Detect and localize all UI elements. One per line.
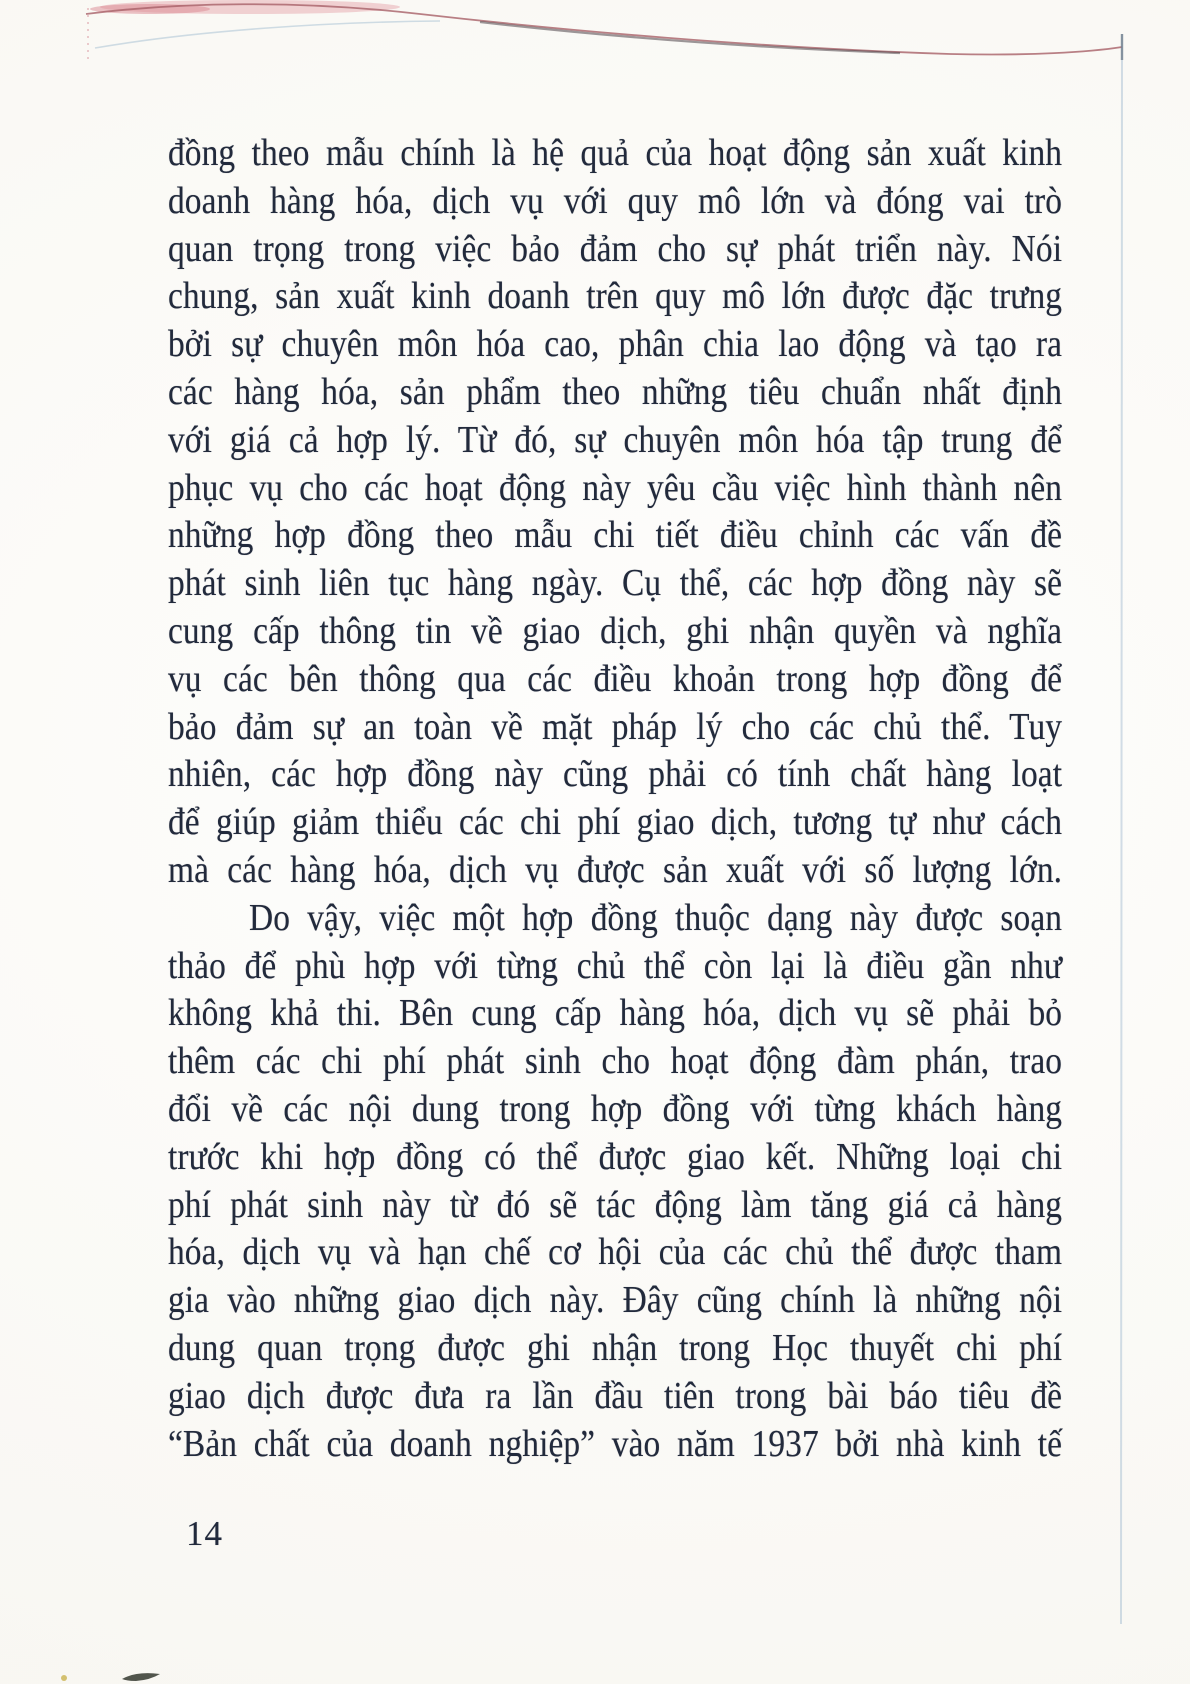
text-line: bảo đảm sự an toàn về mặt pháp lý cho các chủ thể. Tuy xyxy=(168,705,1063,748)
text-line: cung cấp thông tin về giao dịch, ghi nhận quyền và nghĩa xyxy=(168,609,1063,652)
text-line: chung, sản xuất kinh doanh trên quy mô lớn được đặc trưng xyxy=(168,275,1063,318)
text-line: phục vụ cho các hoạt động này yêu cầu việc hình thành nên xyxy=(168,466,1063,509)
text-line: giao dịch được đưa ra lần đầu tiên trong bài báo tiêu đề xyxy=(168,1374,1063,1417)
pink-smear-artifact xyxy=(100,0,400,14)
text-line: trước khi hợp đồng có thể được giao kết. Những loại chi xyxy=(168,1135,1063,1178)
page-number: 14 xyxy=(186,1514,223,1553)
text-line: đổi về các nội dung trong hợp đồng với từng khách hàng xyxy=(168,1087,1063,1130)
text-line: để giúp giảm thiểu các chi phí giao dịch, tương tự như cách xyxy=(168,801,1063,844)
right-page-edge-artifact xyxy=(1121,34,1122,1624)
top-page-edge-artifact xyxy=(86,4,1122,54)
text-line: gia vào những giao dịch này. Đây cũng chính là những nội xyxy=(168,1279,1063,1322)
text-line: phí phát sinh này từ đó sẽ tác động làm tăng giá cả hàng xyxy=(168,1183,1063,1226)
blue-curve-artifact xyxy=(95,21,440,48)
body-text xyxy=(168,130,1062,1468)
text-line: đồng theo mẫu chính là hệ quả của hoạt động sản xuất kinh xyxy=(168,132,1063,174)
text-line: vụ các bên thông qua các điều khoản trong hợp đồng để xyxy=(168,657,1063,700)
text-line: những hợp đồng theo mẫu chi tiết điều chỉnh các vấn đề xyxy=(168,514,1063,557)
text-line: phát sinh liên tục hàng ngày. Cụ thể, các hợp đồng này sẽ xyxy=(168,562,1063,605)
text-line: “Bản chất của doanh nghiệp” vào năm 1937 bởi nhà kinh tế xyxy=(168,1422,1063,1465)
text-line-paragraph-start: Do vậy, việc một hợp đồng thuộc dạng này được soạn xyxy=(248,896,1063,939)
text-line: quan trọng trong việc bảo đảm cho sự phát triển này. Nói xyxy=(168,227,1063,270)
text-line: với giá cả hợp lý. Từ đó, sự chuyên môn hóa tập trung để xyxy=(168,418,1063,461)
top-page-edge-dark-artifact xyxy=(480,22,900,53)
text-line: mà các hàng hóa, dịch vụ được sản xuất với số lượng lớn. xyxy=(168,848,1063,891)
text-line: dung quan trọng được ghi nhận trong Học thuyết chi phí xyxy=(168,1326,1063,1369)
text-line: không khả thi. Bên cung cấp hàng hóa, dịch vụ sẽ phải bỏ xyxy=(168,992,1063,1035)
pink-smear-artifact xyxy=(90,4,210,14)
bottom-smudge-artifact xyxy=(122,1673,160,1681)
text-line: thảo để phù hợp với từng chủ thể còn lại là điều gần như xyxy=(168,944,1063,987)
text-line: thêm các chi phí phát sinh cho hoạt động đàm phán, trao xyxy=(168,1040,1063,1083)
text-line: doanh hàng hóa, dịch vụ với quy mô lớn và đóng vai trò xyxy=(168,179,1063,222)
yellow-speck-artifact xyxy=(61,1675,67,1681)
text-line: hóa, dịch vụ và hạn chế cơ hội của các chủ thể được tham xyxy=(168,1231,1063,1274)
text-line: nhiên, các hợp đồng này cũng phải có tính chất hàng loạt xyxy=(168,753,1063,796)
text-line: các hàng hóa, sản phẩm theo những tiêu chuẩn nhất định xyxy=(168,370,1063,413)
text-line: bởi sự chuyên môn hóa cao, phân chia lao động và tạo ra xyxy=(168,323,1063,366)
